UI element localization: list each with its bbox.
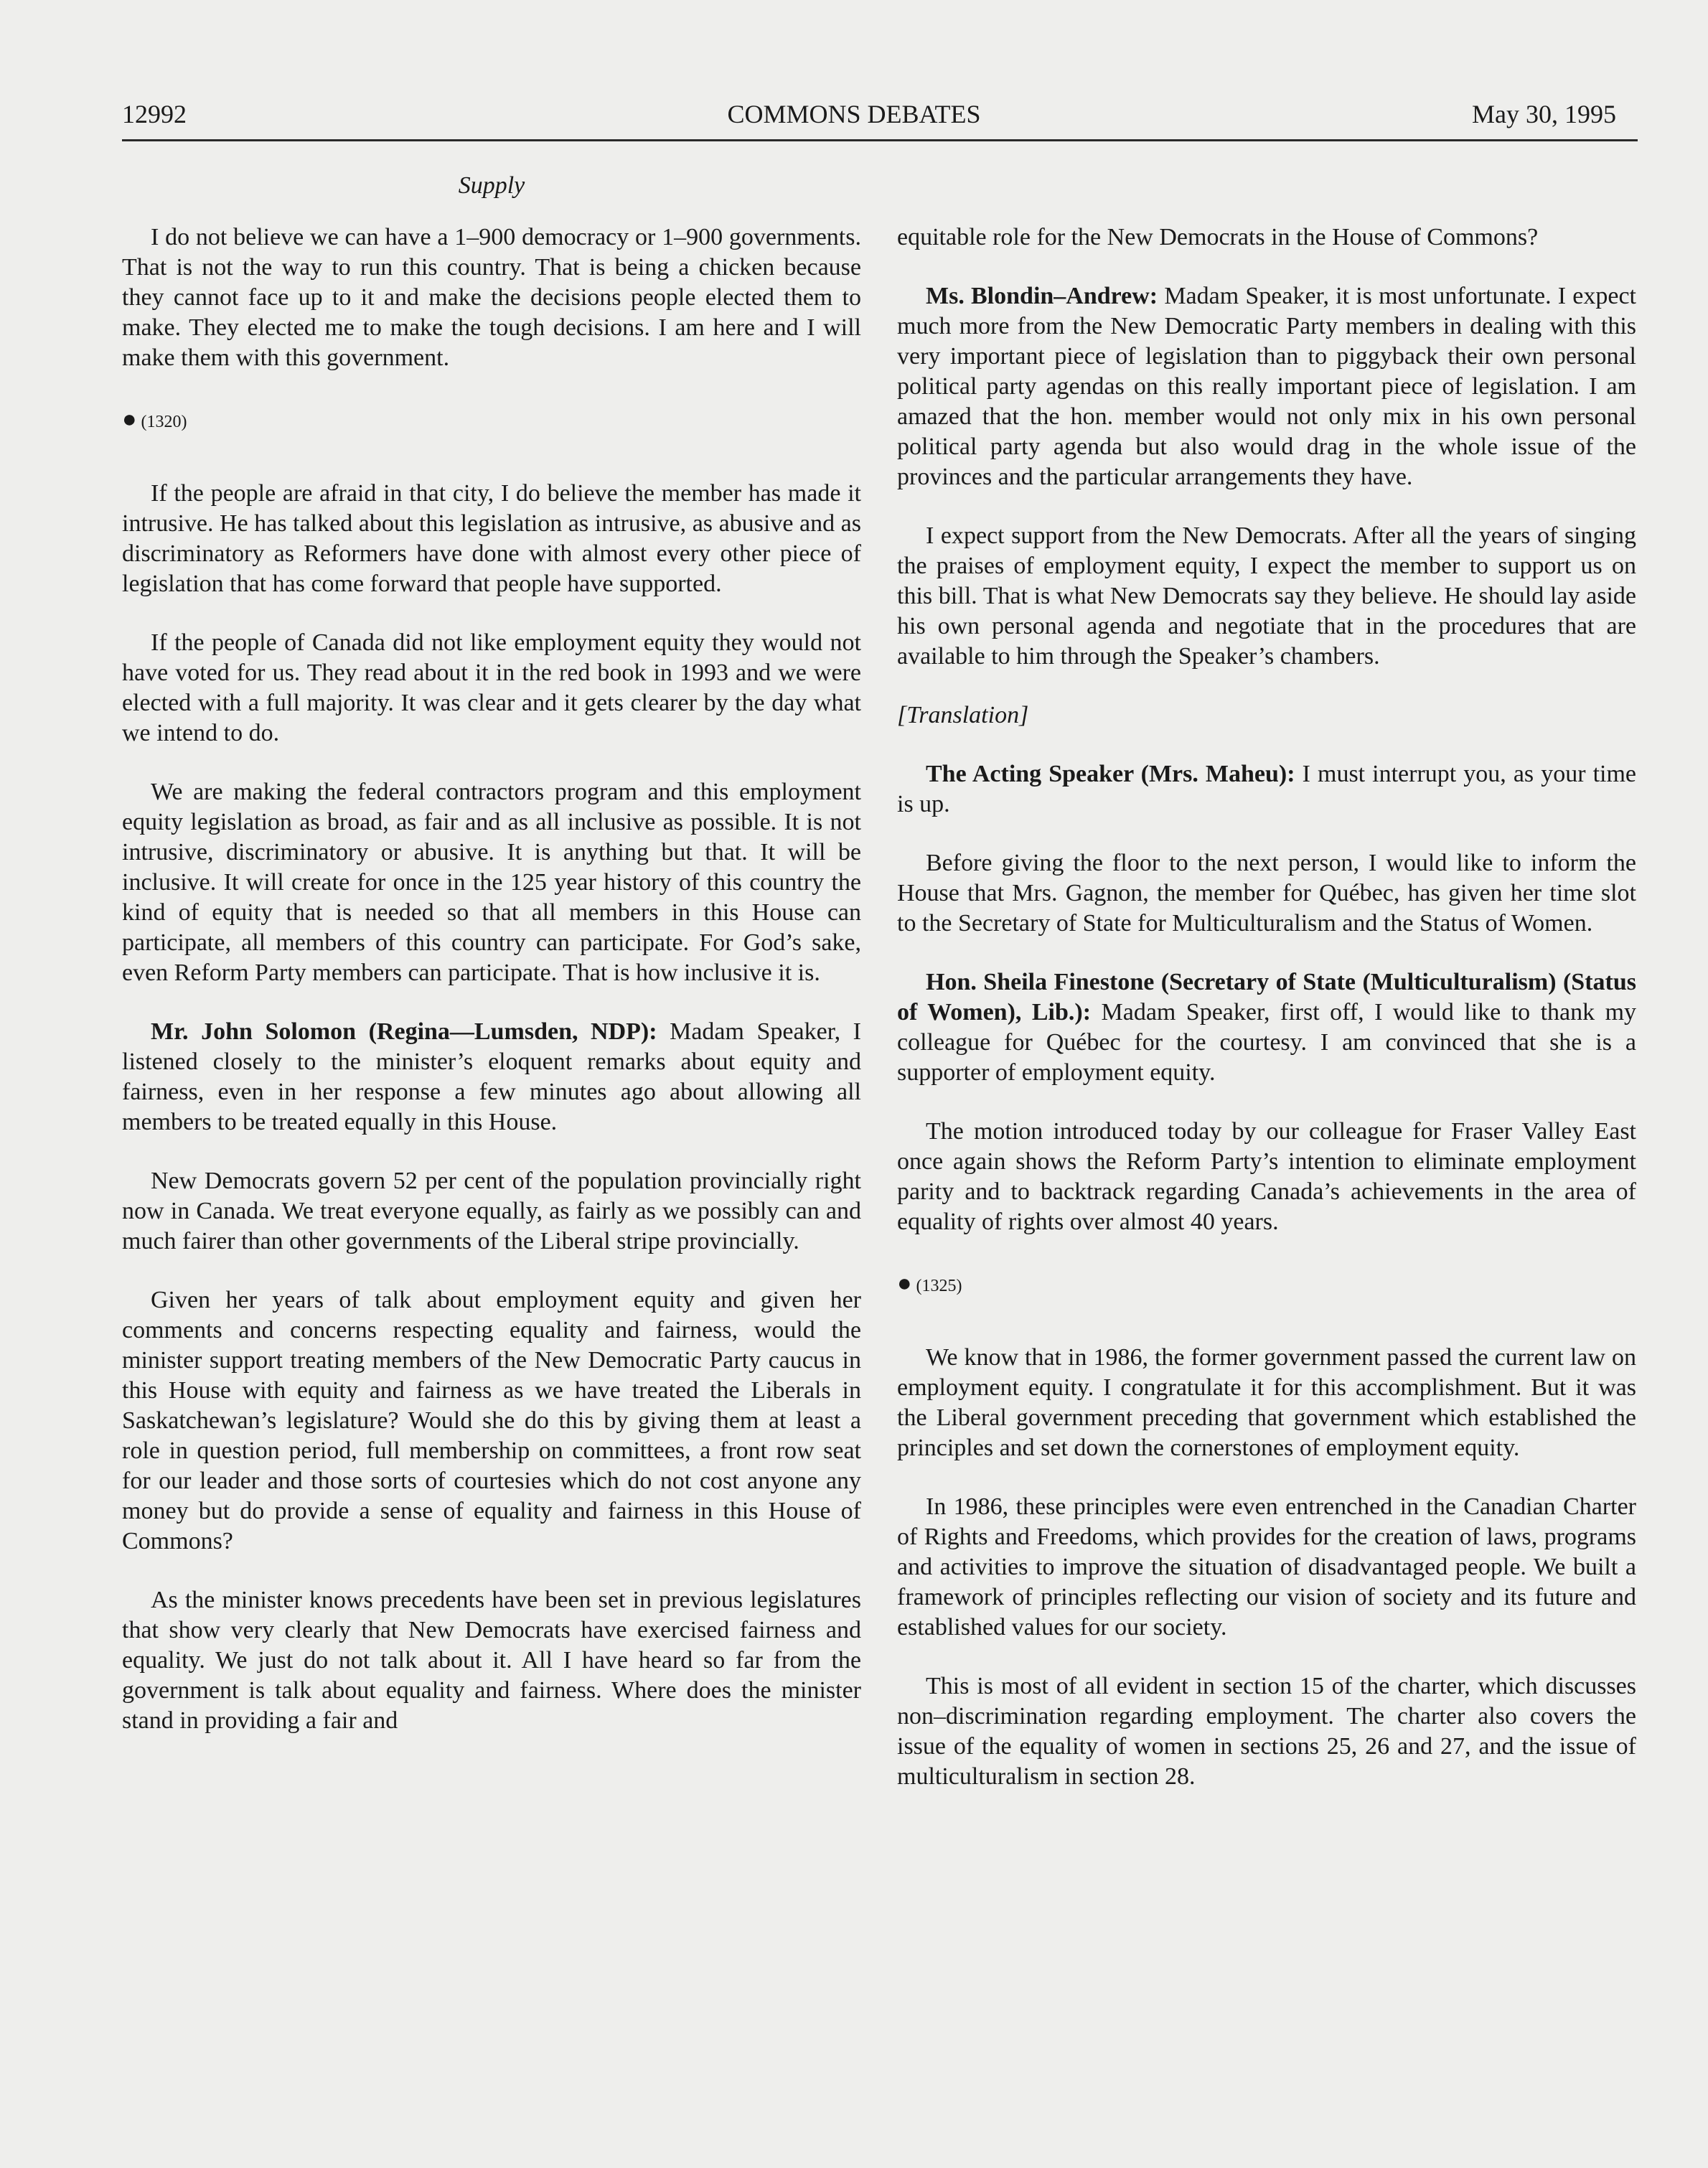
- publication-date: May 30, 1995: [1472, 100, 1616, 128]
- translation-note: [Translation]: [897, 702, 1029, 728]
- speaker-name: Hon. Sheila Finestone (Secretary of State (Multiculturalism) (Status of Women), Lib.):: [897, 969, 1636, 1026]
- bullet-icon: ●: [122, 406, 137, 433]
- page-number: 12992: [122, 100, 187, 128]
- paragraph: Before giving the floor to the next person, I would like to inform the House that Mrs. Gagnon, the member for Québec, has given her time slot to the Secretary of State for Multiculturalism and the Status of Women.: [897, 850, 1636, 937]
- time-marker-label: (1325): [916, 1277, 962, 1295]
- speech-paragraph: [897, 281, 1636, 492]
- speech-text: Madam Speaker, it is most unfortunate. I expect much more from the New Democratic Party members in dealing with this very important piece of legislation than to piggyback their own personal political party agendas on this really important piece of legislation. I am amazed that the hon. member would not only mix in his own personal political party agenda but also would drag in the whole issue of the provinces and the particular arrangements they have.: [897, 283, 1637, 490]
- speech-paragraph: [897, 759, 1636, 820]
- paragraph: New Democrats govern 52 per cent of the population provincially right now in Canada. We treat everyone equally, as fairly as we possibly can and much fairer than other governments of the Liberal stripe provincially.: [122, 1168, 861, 1254]
- publication-title: COMMONS DEBATES: [727, 100, 981, 128]
- paragraph: I expect support from the New Democrats. After all the years of singing the praises of employment equity, I expect the member to support us on this bill. That is what New Democrats say they believe. He should lay aside his own personal agenda and negotiate that in the procedures that are available to him through the Speaker’s chambers.: [897, 522, 1636, 670]
- paragraph: If the people of Canada did not like employment equity they would not have voted for us. They read about it in the red book in 1993 and we were elected with a full majority. It was clear and it gets clearer by the day what we intend to do.: [122, 629, 861, 746]
- paragraph: As the minister knows precedents have been set in previous legislatures that show very clearly that New Democrats have exercised fairness and equality. We just do not talk about it. All I have heard so far from the government is talk about equality and fairness. Where does the minister stand in providing a fair and: [122, 1587, 861, 1734]
- paragraph: This is most of all evident in section 15 of the charter, which discusses non–discrimination regarding employment. The charter also covers the issue of the equality of women in sections 25, 26 and 27, and the issue of multiculturalism in section 28.: [897, 1673, 1636, 1790]
- paragraph: In 1986, these principles were even entrenched in the Canadian Charter of Rights and Freedoms, which provides for the creation of laws, programs and activities to improve the situation of disadvantaged people. We built a framework of principles reflecting our vision of society and its future and established values for our society.: [897, 1493, 1636, 1641]
- paragraph: Given her years of talk about employment equity and given her comments and concerns respecting equality and fairness, would the minister support treating members of the New Democratic Party caucus in this House with equity and fairness as we have treated the Liberals in Saskatchewan’s legislature? Would she do this by giving them at least a role in question period, full membership on committees, a front row seat for our leader and those sorts of courtesies which do not cost anyone any money but do provide a sense of equality and fairness in this House of Commons?: [122, 1287, 861, 1554]
- left-column: [122, 222, 861, 1765]
- time-marker: [897, 1269, 1636, 1301]
- paragraph: I do not believe we can have a 1–900 democracy or 1–900 governments. That is not the way to run this country. That is being a chicken because they cannot face up to it and make the decisions people elected them to make. They elected me to make the tough decisions. I am here and I will make them with this government.: [122, 224, 861, 371]
- paragraph: equitable role for the New Democrats in the House of Commons?: [897, 224, 1539, 250]
- speech-paragraph: [122, 1017, 861, 1137]
- speech-paragraph: [897, 967, 1636, 1088]
- time-marker-label: (1320): [141, 413, 187, 431]
- bullet-icon: ●: [897, 1270, 912, 1297]
- speaker-name: Ms. Blondin–Andrew:: [926, 283, 1158, 309]
- paragraph: The motion introduced today by our colleague for Fraser Valley East once again shows the Reform Party’s intention to eliminate employment parity and to backtrack regarding Canada’s achievements in the area of equality of rights over almost 40 years.: [897, 1118, 1636, 1235]
- header-rule: [122, 139, 1638, 141]
- speech-text: Madam Speaker, first off, I would like to thank my colleague for Québec for the courtesy. I am convinced that she is a supporter of employment equity.: [897, 999, 1637, 1086]
- time-marker: [122, 405, 861, 437]
- paragraph: We are making the federal contractors program and this employment equity legislation as broad, as fair and as all inclusive as possible. It is not intrusive, discriminatory or abusive. It is anything but that. It will be inclusive. It will create for once in the 125 year history of this country the kind of equity that is needed so that all members in this House can participate, all members of this country can participate. For God’s sake, even Reform Party members can participate. That is how inclusive it is.: [122, 779, 861, 986]
- section-title: Supply: [458, 172, 525, 199]
- speech-text: I must interrupt you, as your time is up.: [897, 761, 1636, 817]
- right-column: [897, 222, 1636, 1821]
- paragraph: If the people are afraid in that city, I do believe the member has made it intrusive. He has talked about this legislation as intrusive, as abusive and as discriminatory as Reformers have done with almost every other piece of legislation that has come forward that people have supported.: [122, 480, 861, 597]
- paragraph: We know that in 1986, the former government passed the current law on employment equity. I congratulate it for this accomplishment. But it was the Liberal government preceding that government which established the principles and set down the cornerstones of employment equity.: [897, 1344, 1636, 1461]
- speech-text: Madam Speaker, I listened closely to the minister’s eloquent remarks about equity and fairness, even in her response a few minutes ago about allowing all members to be treated equally in this House.: [122, 1018, 862, 1135]
- speaker-name: The Acting Speaker (Mrs. Maheu):: [926, 761, 1295, 787]
- speaker-name: Mr. John Solomon (Regina—Lumsden, NDP):: [151, 1018, 657, 1045]
